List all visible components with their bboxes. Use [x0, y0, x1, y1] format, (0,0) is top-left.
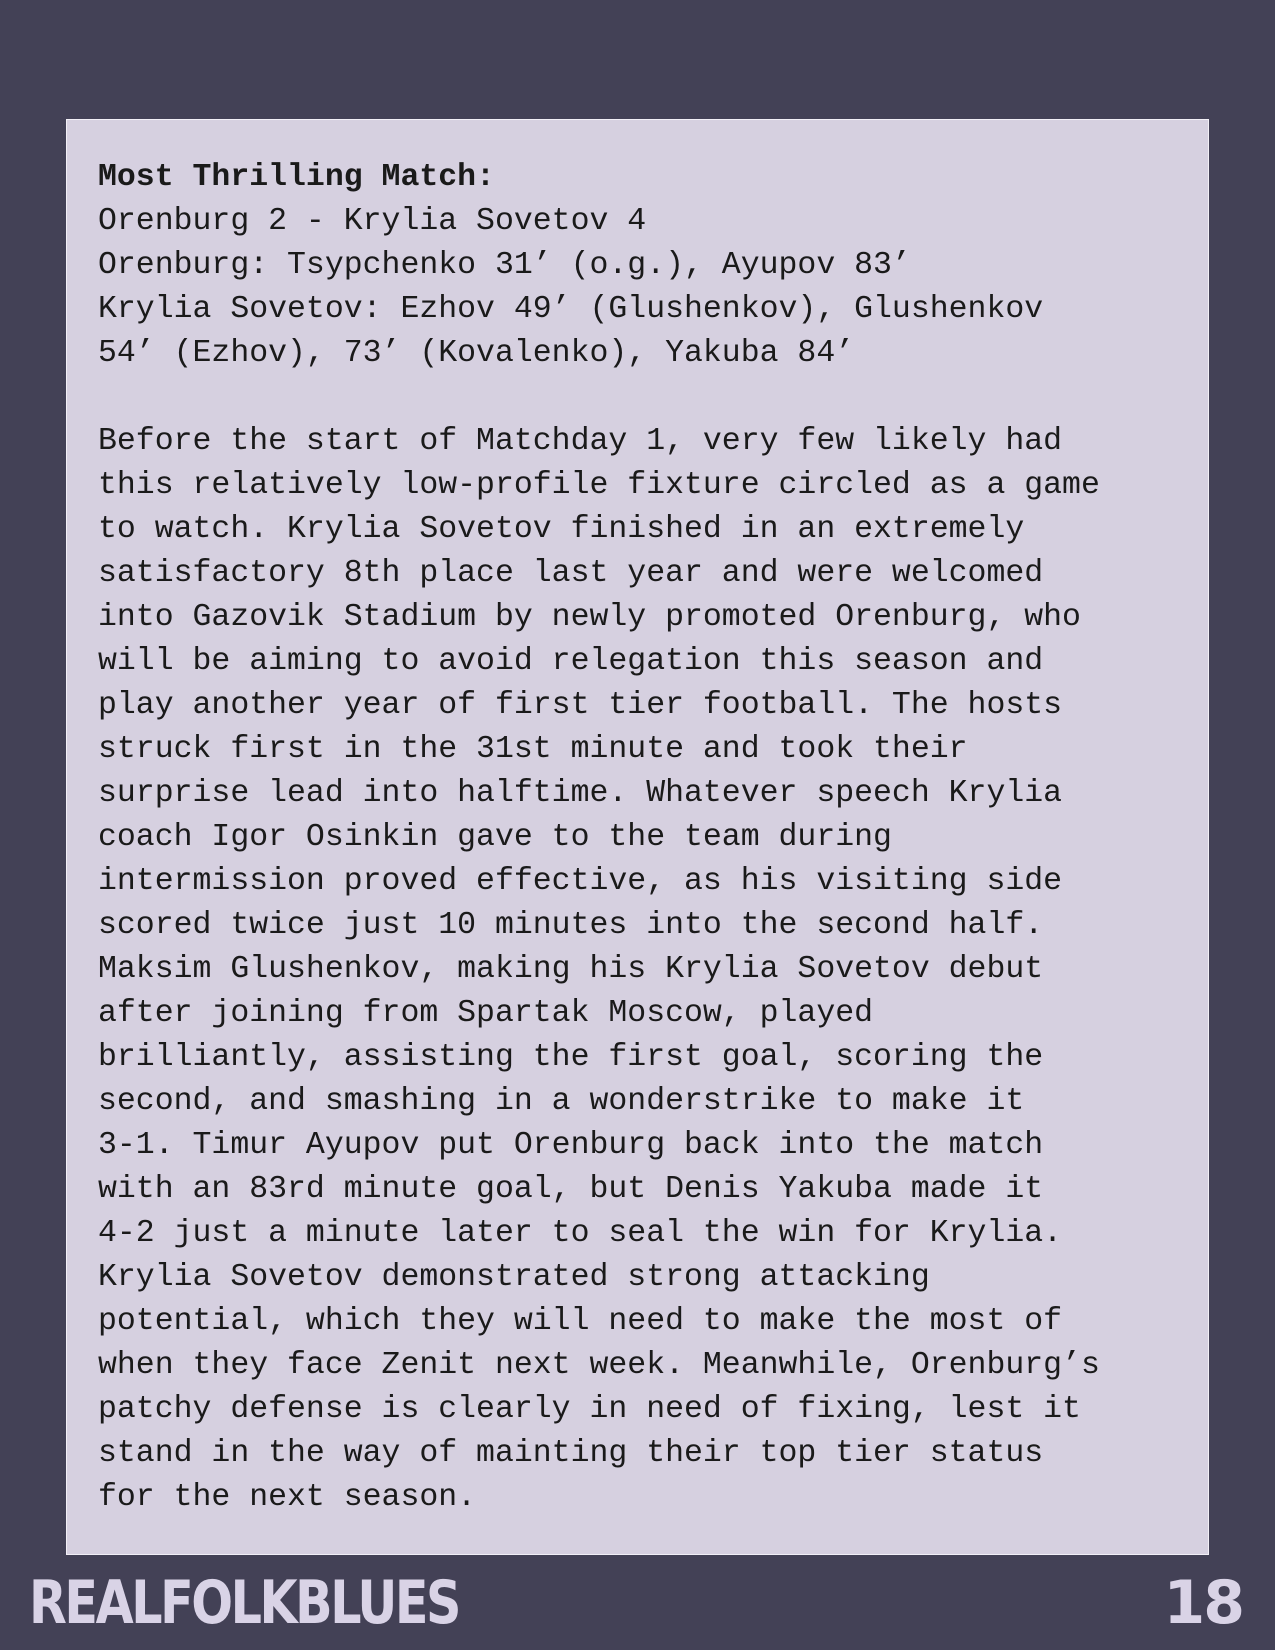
article-panel: [66, 119, 1209, 1555]
body-line: Before the start of Matchday 1, very few likely had: [98, 424, 1063, 459]
body-line: when they face Zenit next week. Meanwhile, Orenburg’s: [98, 1348, 1100, 1383]
body-line: for the next season.: [98, 1480, 477, 1515]
article-body: [98, 420, 1188, 1520]
body-line: patchy defense is clearly in need of fixing, lest it: [98, 1392, 1081, 1427]
body-line: this relatively low-profile fixture circled as a game: [98, 468, 1100, 503]
body-line: will be aiming to avoid relegation this season and: [98, 644, 1044, 679]
body-line: surprise lead into halftime. Whatever speech Krylia: [98, 776, 1063, 811]
page-number: 18: [1163, 1568, 1243, 1638]
body-line: with an 83rd minute goal, but Denis Yakuba made it: [98, 1172, 1044, 1207]
away-scorers-line-2: 54’ (Ezhov), 73’ (Kovalenko), Yakuba 84’: [98, 336, 855, 371]
body-line: after joining from Spartak Moscow, played: [98, 996, 874, 1031]
body-line: scored twice just 10 minutes into the second half.: [98, 908, 1044, 943]
body-line: Maksim Glushenkov, making his Krylia Sovetov debut: [98, 952, 1044, 987]
body-line: coach Igor Osinkin gave to the team during: [98, 820, 892, 855]
brand-logo: REALFOLKBLUES: [29, 1568, 459, 1638]
body-line: play another year of first tier football. The hosts: [98, 688, 1063, 723]
body-line: into Gazovik Stadium by newly promoted Orenburg, who: [98, 600, 1081, 635]
body-line: to watch. Krylia Sovetov finished in an extremely: [98, 512, 1025, 547]
body-line: stand in the way of mainting their top tier status: [98, 1436, 1044, 1471]
body-line: intermission proved effective, as his visiting side: [98, 864, 1063, 899]
body-line: brilliantly, assisting the first goal, scoring the: [98, 1040, 1044, 1075]
body-line: 3-1. Timur Ayupov put Orenburg back into the match: [98, 1128, 1044, 1163]
article-content: [98, 156, 1188, 1520]
match-heading: Most Thrilling Match:: [98, 160, 495, 195]
body-line: 4-2 just a minute later to seal the win for Krylia.: [98, 1216, 1063, 1251]
body-line: satisfactory 8th place last year and were welcomed: [98, 556, 1044, 591]
away-scorers-line-1: Krylia Sovetov: Ezhov 49’ (Glushenkov), Glushenkov: [98, 292, 1044, 327]
home-scorers: Orenburg: Tsypchenko 31’ (o.g.), Ayupov 83’: [98, 248, 911, 283]
body-line: struck first in the 31st minute and took their: [98, 732, 968, 767]
body-line: Krylia Sovetov demonstrated strong attacking: [98, 1260, 930, 1295]
body-line: potential, which they will need to make the most of: [98, 1304, 1063, 1339]
paragraph-spacer: [98, 376, 1188, 420]
match-score: Orenburg 2 - Krylia Sovetov 4: [98, 204, 647, 239]
body-line: second, and smashing in a wonderstrike to make it: [98, 1084, 1025, 1119]
